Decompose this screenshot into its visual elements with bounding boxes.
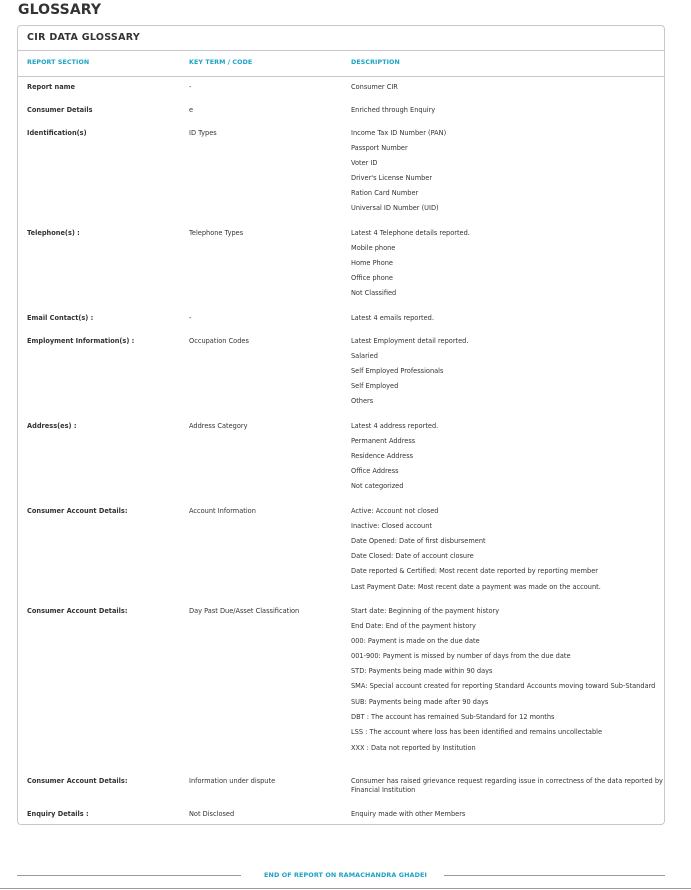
description-line: SMA: Special account created for reporting Standard Accounts moving toward Sub-Standard xyxy=(351,682,656,690)
description-line: Latest 4 emails reported. xyxy=(351,314,434,322)
description-line: DBT : The account has remained Sub-Standard for 12 months xyxy=(351,713,555,721)
description-line: SUB: Payments being made after 90 days xyxy=(351,698,489,706)
key-term-cell: - xyxy=(189,83,192,91)
description-line: Self Employed xyxy=(351,382,399,390)
end-of-report-text: END OF REPORT ON RAMACHANDRA GHADEI xyxy=(258,871,433,879)
description-line: Last Payment Date: Most recent date a payment was made on the account. xyxy=(351,583,601,591)
report-section-cell: Consumer Account Details: xyxy=(27,507,128,515)
glossary-panel xyxy=(17,25,665,825)
key-term-cell: Telephone Types xyxy=(189,229,244,237)
description-line: End Date: End of the payment history xyxy=(351,622,476,630)
description-line: LSS : The account where loss has been identified and remains uncollectable xyxy=(351,728,603,736)
divider xyxy=(0,888,691,889)
description-cell xyxy=(351,337,663,412)
description-line: Driver's License Number xyxy=(351,174,433,182)
description-line: Consumer has raised grievance request regarding issue in correctness of the data reported by Financial Institution xyxy=(351,777,663,794)
description-line: Mobile phone xyxy=(351,244,396,252)
report-section-cell: Address(es) : xyxy=(27,422,77,430)
description-cell xyxy=(351,129,663,219)
report-section-cell: Consumer Account Details: xyxy=(27,777,128,785)
description-line: Latest 4 Telephone details reported. xyxy=(351,229,470,237)
description-line: 000: Payment is made on the due date xyxy=(351,637,480,645)
divider xyxy=(18,50,664,51)
key-term-cell: e xyxy=(189,106,194,114)
report-section-cell: Identification(s) xyxy=(27,129,87,137)
description-cell xyxy=(351,422,663,497)
description-cell xyxy=(351,607,663,759)
description-line: Ration Card Number xyxy=(351,189,419,197)
divider xyxy=(18,76,664,77)
key-term-cell: Address Category xyxy=(189,422,248,430)
report-section-cell: Enquiry Details : xyxy=(27,810,89,818)
column-header-key-term: KEY TERM / CODE xyxy=(189,59,253,66)
report-section-cell: Telephone(s) : xyxy=(27,229,80,237)
end-of-report-label xyxy=(0,871,691,879)
panel-title: CIR DATA GLOSSARY xyxy=(27,32,141,43)
description-line: Income Tax ID Number (PAN) xyxy=(351,129,447,137)
key-term-cell: Day Past Due/Asset Classification xyxy=(189,607,300,615)
description-line: Universal ID Number (UID) xyxy=(351,204,439,212)
description-line: Self Employed Professionals xyxy=(351,367,444,375)
description-line: Inactive: Closed account xyxy=(351,522,432,530)
key-term-cell: Account Information xyxy=(189,507,256,515)
description-cell xyxy=(351,507,663,598)
description-line: Office Address xyxy=(351,467,399,475)
description-line: Enquiry made with other Members xyxy=(351,810,466,818)
description-cell xyxy=(351,229,663,304)
description-cell xyxy=(351,314,663,329)
description-line: Office phone xyxy=(351,274,393,282)
key-term-cell: Information under dispute xyxy=(189,777,276,785)
description-line: Not categorized xyxy=(351,482,404,490)
description-line: Start date: Beginning of the payment history xyxy=(351,607,500,615)
description-cell xyxy=(351,777,663,802)
description-line: Enriched through Enquiry xyxy=(351,106,436,114)
description-line: Others xyxy=(351,397,374,405)
description-line: 001-900: Payment is missed by number of days from the due date xyxy=(351,652,571,660)
report-section-cell: Employment Information(s) : xyxy=(27,337,135,345)
description-line: Date Closed: Date of account closure xyxy=(351,552,474,560)
description-line: Latest 4 address reported. xyxy=(351,422,439,430)
description-line: Passport Number xyxy=(351,144,408,152)
description-line: Date Opened: Date of first disbursement xyxy=(351,537,486,545)
report-section-cell: Report name xyxy=(27,83,75,91)
description-line: Voter ID xyxy=(351,159,378,167)
description-line: STD: Payments being made within 90 days xyxy=(351,667,493,675)
description-line: Residence Address xyxy=(351,452,414,460)
description-line: Not Classified xyxy=(351,289,397,297)
description-cell xyxy=(351,106,663,121)
description-line: Active: Account not closed xyxy=(351,507,439,515)
description-line: Latest Employment detail reported. xyxy=(351,337,469,345)
description-line: Permanent Address xyxy=(351,437,416,445)
description-cell xyxy=(351,810,663,825)
key-term-cell: ID Types xyxy=(189,129,217,137)
description-line: XXX : Data not reported by Institution xyxy=(351,744,476,752)
report-section-cell: Consumer Account Details: xyxy=(27,607,128,615)
key-term-cell: Not Disclosed xyxy=(189,810,235,818)
report-section-cell: Consumer Details xyxy=(27,106,93,114)
page-title: GLOSSARY xyxy=(18,2,102,18)
description-line: Date reported & Certified: Most recent date reported by reporting member xyxy=(351,567,598,575)
key-term-cell: - xyxy=(189,314,192,322)
column-header-description: DESCRIPTION xyxy=(351,59,400,66)
description-cell xyxy=(351,83,663,98)
description-line: Home Phone xyxy=(351,259,393,267)
report-section-cell: Email Contact(s) : xyxy=(27,314,94,322)
description-line: Salaried xyxy=(351,352,378,360)
key-term-cell: Occupation Codes xyxy=(189,337,249,345)
column-header-report-section: REPORT SECTION xyxy=(27,59,90,66)
description-line: Consumer CIR xyxy=(351,83,398,91)
